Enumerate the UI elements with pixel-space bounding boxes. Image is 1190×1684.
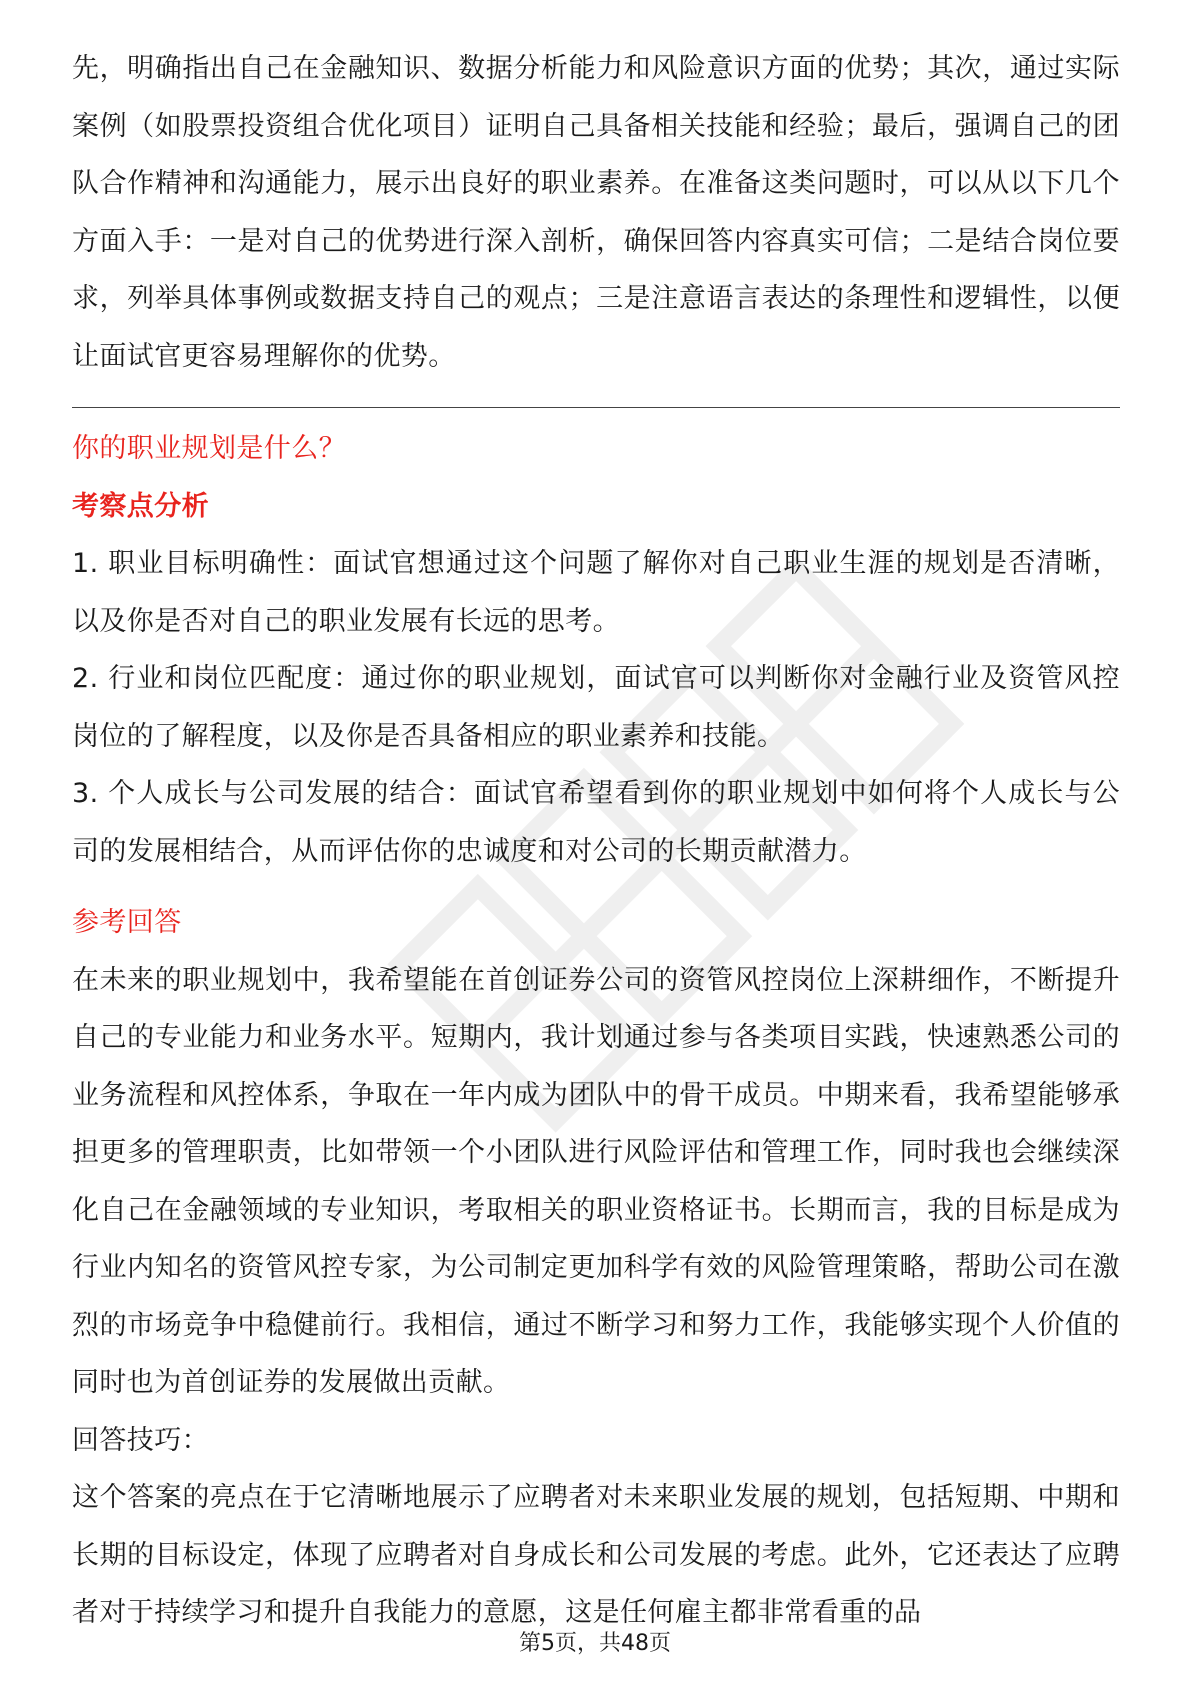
reference-heading: 参考回答: [72, 907, 182, 938]
analysis-item: 1. 职业目标明确性：面试官想通过这个问题了解你对自己职业生涯的规划是否清晰，以及你是否对自己的职业发展有长远的思考。: [72, 548, 1120, 637]
analysis-heading: 考察点分析: [72, 490, 209, 522]
section-divider: [72, 407, 1120, 408]
page-content: [72, 40, 1120, 1642]
reference-answer: 在未来的职业规划中，我希望能在首创证券公司的资管风控岗位上深耕细作，不断提升自己的专业能力和业务水平。短期内，我计划通过参与各类项目实践，快速熟悉公司的业务流程和风控体系，争取在一年内成为团队中的骨干成员。中期来看，我希望能够承担更多的管理职责，比如带领一个小团队进行风险评估和管理工作，同时我也会继续深化自己在金融领域的专业知识，考取相关的职业资格证书。长期而言，我的目标是成为行业内知名的资管风控专家，为公司制定更加科学有效的风险管理策略，帮助公司在激烈的市场竞争中稳健前行。我相信，通过不断学习和努力工作，我能够实现个人价值的同时也为首创证券的发展做出贡献。: [72, 964, 1120, 1398]
analysis-item: 2. 行业和岗位匹配度：通过你的职业规划，面试官可以判断你对金融行业及资管风控岗位的了解程度，以及你是否具备相应的职业素养和技能。: [72, 663, 1120, 752]
question-heading: 你的职业规划是什么？: [72, 433, 346, 464]
page-footer: 第5页，共48页: [519, 1631, 671, 1656]
tips-paragraph: 这个答案的亮点在于它清晰地展示了应聘者对未来职业发展的规划，包括短期、中期和长期的目标设定，体现了应聘者对自身成长和公司发展的考虑。此外，它还表达了应聘者对于持续学习和提升自我能力的意愿，这是任何雇主都非常看重的品: [72, 1482, 1120, 1628]
analysis-item: 3. 个人成长与公司发展的结合：面试官希望看到你的职业规划中如何将个人成长与公司的发展相结合，从而评估你的忠诚度和对公司的长期贡献潜力。: [72, 778, 1120, 867]
tips-label: 回答技巧：: [72, 1424, 209, 1456]
intro-paragraph: 先，明确指出自己在金融知识、数据分析能力和风险意识方面的优势；其次，通过实际案例（如股票投资组合优化项目）证明自己具备相关技能和经验；最后，强调自己的团队合作精神和沟通能力，展示出良好的职业素养。在准备这类问题时，可以从以下几个方面入手：一是对自己的优势进行深入剖析，确保回答内容真实可信；二是结合岗位要求，列举具体事例或数据支持自己的观点；三是注意语言表达的条理性和逻辑性，以便让面试官更容易理解你的优势。: [72, 53, 1120, 372]
